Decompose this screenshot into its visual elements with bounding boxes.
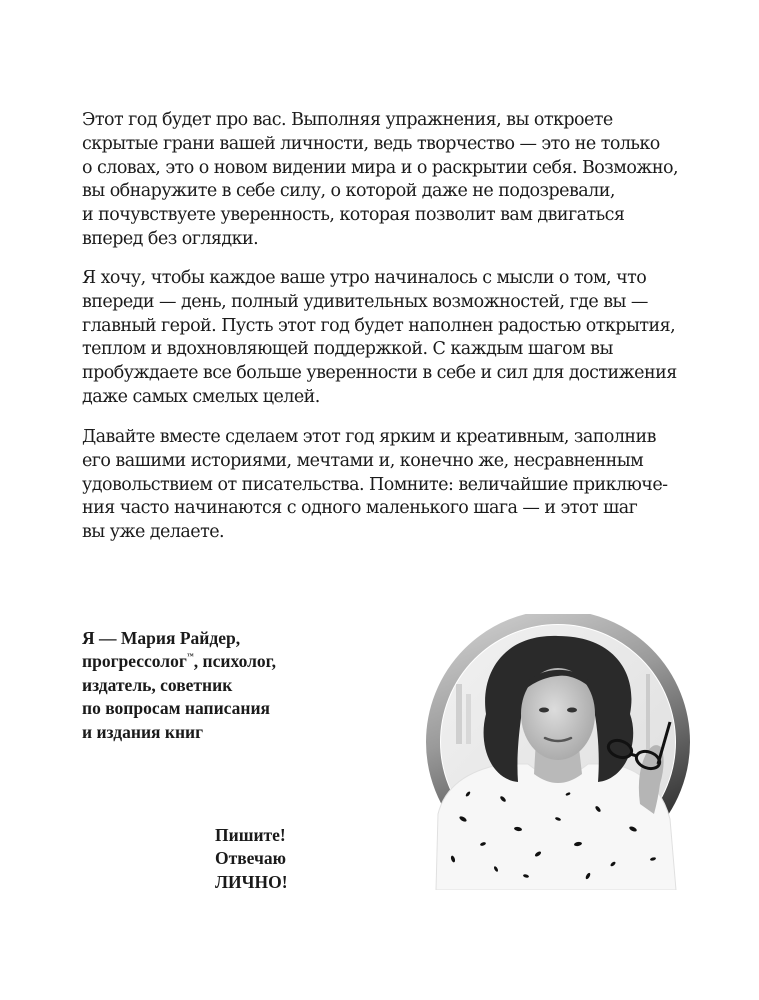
bio-line-text: , психолог, [193,651,276,672]
author-bio [82,627,276,744]
text-line: Этот год будет про вас. Выполняя упражнения, вы откроете [82,110,613,130]
intro-paragraph-2 [82,267,677,410]
text-line: теплом и вдохновляющей поддержкой. С каждым шагом вы [82,339,613,360]
bio-line-text: прогрессолог [82,651,187,672]
bio-line: по вопросам написания [82,698,271,719]
text-line: впереди — день, полный удивительных возможностей, где вы — [82,291,648,312]
text-line: Давайте вместе сделаем этот год ярким и креативным, заполнив [82,427,656,447]
text-line: и почувствуете уверенность, которая позволит вам двигаться [82,205,625,226]
text-line: вперед без оглядки. [82,228,259,249]
text-line: пробуждаете все больше уверенности в себе и сил для достижения [82,363,677,384]
text-line: вы обнаружите в себе силу, о которой даже не подозревали, [82,181,615,202]
text-line: скрытые грани вашей личности, ведь творчество — это не только [82,133,660,154]
text-line: главный герой. Пусть этот год будет наполнен радостью открытия, [82,315,676,336]
bio-line: и издания книг [82,721,204,742]
bio-line: Я — Мария Райдер, [82,628,241,648]
cta-line: Пишите! [215,825,286,845]
text-line: удовольствием от писательства. Помните: величайшие приключе- [82,474,668,495]
text-line: его вашими историями, мечтами и, конечно же, несравненным [82,450,644,471]
cta-line: ЛИЧНО! [215,871,288,892]
cta-line: Отвечаю [215,848,286,869]
bio-line: издатель, советник [82,674,233,695]
author-portrait [408,614,708,890]
call-to-action [215,824,288,894]
text-line: Я хочу, чтобы каждое ваше утро начиналось с мысли о том, что [82,268,647,288]
intro-paragraph-1 [82,109,678,252]
trademark-mark: ™ [186,652,194,661]
text-line: даже самых смелых целей. [82,386,320,407]
text-line: ния часто начинаются с одного маленького шага — и этот шаг [82,498,638,519]
intro-paragraph-3 [82,426,668,545]
bio-line [82,650,276,673]
text-line: вы уже делаете. [82,522,225,543]
text-line: о словах, это о новом видении мира и о раскрытии себя. Возможно, [82,157,678,178]
